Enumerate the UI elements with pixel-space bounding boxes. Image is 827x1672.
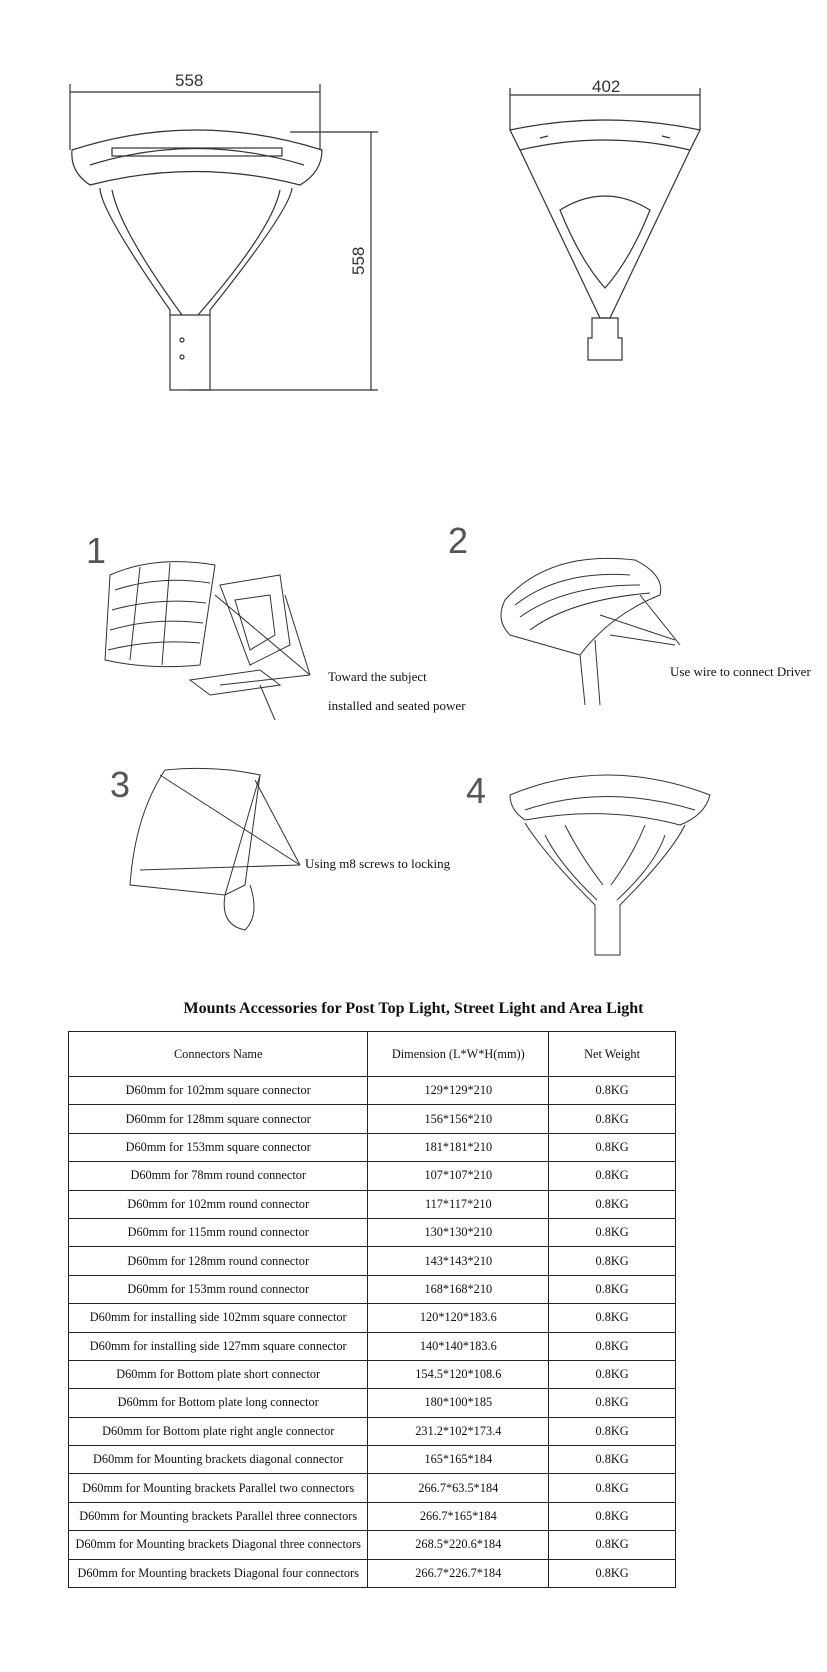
cell-weight: 0.8KG [549, 1389, 676, 1417]
cell-name: D60mm for Mounting brackets Diagonal four connectors [69, 1559, 368, 1587]
cell-weight: 0.8KG [549, 1190, 676, 1218]
cell-dimension: 181*181*210 [368, 1133, 549, 1161]
table-row [69, 1502, 676, 1530]
cell-weight: 0.8KG [549, 1360, 676, 1388]
cell-dimension: 156*156*210 [368, 1105, 549, 1133]
cell-name: D60mm for Bottom plate right angle connector [69, 1417, 368, 1445]
table-row [69, 1389, 676, 1417]
cell-weight: 0.8KG [549, 1332, 676, 1360]
cell-name: D60mm for Mounting brackets Parallel three connectors [69, 1502, 368, 1530]
cell-name: D60mm for Bottom plate long connector [69, 1389, 368, 1417]
side-width-label: 402 [592, 77, 621, 96]
cell-weight: 0.8KG [549, 1304, 676, 1332]
table-title: Mounts Accessories for Post Top Light, Street Light and Area Light [183, 1000, 644, 1017]
cell-weight: 0.8KG [549, 1474, 676, 1502]
cell-dimension: 107*107*210 [368, 1162, 549, 1190]
step-1-note-b: installed and seated power [328, 698, 466, 713]
cell-weight: 0.8KG [549, 1417, 676, 1445]
cell-name: D60mm for Mounting brackets Parallel two connectors [69, 1474, 368, 1502]
table-row [69, 1474, 676, 1502]
table-row [69, 1360, 676, 1388]
cell-name: D60mm for Mounting brackets Diagonal three connectors [69, 1531, 368, 1559]
table-row [69, 1275, 676, 1303]
step-2-illustration [490, 545, 690, 715]
cell-name: D60mm for 102mm round connector [69, 1190, 368, 1218]
cell-name: D60mm for 115mm round connector [69, 1218, 368, 1246]
step-4-illustration [505, 765, 715, 965]
cell-name: D60mm for installing side 102mm square connector [69, 1304, 368, 1332]
cell-dimension: 266.7*63.5*184 [368, 1474, 549, 1502]
step-number: 2 [448, 520, 469, 561]
cell-dimension: 266.7*165*184 [368, 1502, 549, 1530]
table-row [69, 1304, 676, 1332]
header-net-weight: Net Weight [549, 1032, 676, 1077]
cell-weight: 0.8KG [549, 1247, 676, 1275]
table-row [69, 1531, 676, 1559]
header-connectors-name: Connectors Name [69, 1032, 368, 1077]
cell-name: D60mm for 128mm round connector [69, 1247, 368, 1275]
step-2-note: Use wire to connect Driver [670, 664, 811, 679]
cell-name: D60mm for 102mm square connector [69, 1077, 368, 1105]
cell-weight: 0.8KG [549, 1559, 676, 1587]
cell-weight: 0.8KG [549, 1077, 676, 1105]
cell-dimension: 130*130*210 [368, 1218, 549, 1246]
cell-name: D60mm for 128mm square connector [69, 1105, 368, 1133]
side-view-drawing [500, 70, 720, 390]
cell-dimension: 143*143*210 [368, 1247, 549, 1275]
cell-weight: 0.8KG [549, 1531, 676, 1559]
table-row [69, 1105, 676, 1133]
cell-weight: 0.8KG [549, 1275, 676, 1303]
step-number: 3 [110, 764, 131, 805]
table-row [69, 1247, 676, 1275]
table-row [69, 1417, 676, 1445]
table-row [69, 1077, 676, 1105]
cell-name: D60mm for Bottom plate short connector [69, 1360, 368, 1388]
cell-dimension: 165*165*184 [368, 1446, 549, 1474]
table-row [69, 1133, 676, 1161]
cell-dimension: 231.2*102*173.4 [368, 1417, 549, 1445]
cell-dimension: 120*120*183.6 [368, 1304, 549, 1332]
cell-dimension: 154.5*120*108.6 [368, 1360, 549, 1388]
table-header-row [69, 1032, 676, 1077]
table-row [69, 1559, 676, 1587]
cell-weight: 0.8KG [549, 1162, 676, 1190]
header-dimension: Dimension (L*W*H(mm)) [368, 1032, 549, 1077]
table-row [69, 1162, 676, 1190]
table-row [69, 1332, 676, 1360]
cell-name: D60mm for 153mm round connector [69, 1275, 368, 1303]
cell-dimension: 268.5*220.6*184 [368, 1531, 549, 1559]
step-3-illustration [125, 765, 315, 935]
table-row [69, 1190, 676, 1218]
cell-name: D60mm for installing side 127mm square connector [69, 1332, 368, 1360]
step-3-note: Using m8 screws to locking [305, 856, 451, 871]
cell-weight: 0.8KG [549, 1446, 676, 1474]
cell-name: D60mm for 78mm round connector [69, 1162, 368, 1190]
cell-weight: 0.8KG [549, 1133, 676, 1161]
cell-name: D60mm for Mounting brackets diagonal connector [69, 1446, 368, 1474]
cell-dimension: 180*100*185 [368, 1389, 549, 1417]
step-1-note-a: Toward the subject [328, 669, 427, 684]
connectors-table [68, 1031, 676, 1588]
table-row [69, 1446, 676, 1474]
step-number: 1 [86, 530, 107, 571]
cell-weight: 0.8KG [549, 1502, 676, 1530]
cell-dimension: 266.7*226.7*184 [368, 1559, 549, 1587]
table-row [69, 1218, 676, 1246]
cell-weight: 0.8KG [549, 1105, 676, 1133]
cell-dimension: 129*129*210 [368, 1077, 549, 1105]
front-view-drawing [60, 70, 380, 400]
cell-dimension: 117*117*210 [368, 1190, 549, 1218]
front-width-label: 558 [175, 71, 204, 90]
cell-dimension: 168*168*210 [368, 1275, 549, 1303]
cell-weight: 0.8KG [549, 1218, 676, 1246]
step-number: 4 [466, 770, 487, 811]
cell-name: D60mm for 153mm square connector [69, 1133, 368, 1161]
front-height-label: 558 [349, 246, 368, 275]
step-1-illustration [100, 555, 330, 725]
cell-dimension: 140*140*183.6 [368, 1332, 549, 1360]
